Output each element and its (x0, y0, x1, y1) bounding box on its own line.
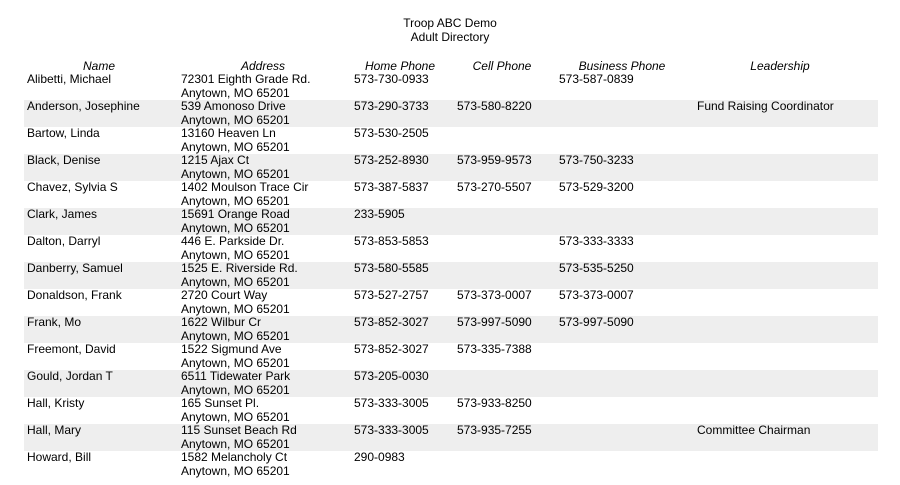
member-address (181, 451, 290, 478)
business-phone: 573-535-5250 (559, 261, 634, 275)
address-street: 72301 Eighth Grade Rd. (181, 72, 311, 86)
member-name: Anderson, Josephine (27, 99, 140, 113)
address-city: Anytown, MO 65201 (181, 436, 290, 451)
home-phone: 573-290-3733 (354, 99, 429, 113)
address-street: 115 Sunset Beach Rd (181, 423, 297, 437)
member-address (181, 181, 308, 208)
member-name: Gould, Jordan T (27, 369, 113, 383)
table-row (24, 208, 878, 235)
member-name: Chavez, Sylvia S (27, 180, 118, 194)
table-row (24, 424, 878, 451)
home-phone: 573-387-5837 (354, 180, 429, 194)
table-row (24, 397, 878, 424)
member-address (181, 208, 290, 235)
address-city: Anytown, MO 65201 (181, 166, 290, 181)
cell-phone: 573-935-7255 (457, 423, 532, 437)
header-leadership: Leadership (750, 59, 810, 73)
member-name: Donaldson, Frank (27, 288, 122, 302)
home-phone: 573-252-8930 (354, 153, 429, 167)
member-name: Freemont, David (27, 342, 116, 356)
home-phone: 573-333-3005 (354, 396, 429, 410)
member-name: Howard, Bill (27, 450, 92, 464)
table-row (24, 370, 878, 397)
leadership-role: Committee Chairman (697, 423, 811, 437)
address-street: 539 Amonoso Drive (181, 99, 286, 113)
member-name: Danberry, Samuel (27, 261, 123, 275)
business-phone: 573-997-5090 (559, 315, 634, 329)
address-city: Anytown, MO 65201 (181, 247, 290, 262)
member-address (181, 289, 290, 316)
directory-table (24, 73, 878, 478)
address-street: 1215 Ajax Ct (181, 153, 250, 167)
cell-phone: 573-580-8220 (457, 99, 532, 113)
report-subtitle: Adult Directory (410, 30, 490, 44)
member-address (181, 73, 310, 100)
address-street: 13160 Heaven Ln (181, 126, 276, 140)
home-phone: 573-580-5585 (354, 261, 429, 275)
home-phone: 573-852-3027 (354, 315, 429, 329)
home-phone: 573-530-2505 (354, 126, 429, 140)
member-name: Hall, Kristy (27, 396, 85, 410)
member-address (181, 262, 298, 289)
home-phone: 573-205-0030 (354, 369, 429, 383)
member-address (181, 127, 290, 154)
cell-phone: 573-933-8250 (457, 396, 532, 410)
address-street: 1622 Wilbur Cr (181, 315, 262, 329)
table-row (24, 262, 878, 289)
business-phone: 573-750-3233 (559, 153, 634, 167)
address-city: Anytown, MO 65201 (181, 139, 290, 154)
home-phone: 573-852-3027 (354, 342, 429, 356)
header-name: Name (82, 59, 115, 73)
member-address (181, 343, 290, 370)
address-street: 1522 Sigmund Ave (181, 342, 282, 356)
header-address: Address (240, 59, 286, 73)
business-phone: 573-373-0007 (559, 288, 634, 302)
table-row (24, 451, 878, 478)
cell-phone: 573-270-5507 (457, 180, 532, 194)
member-address (181, 235, 290, 262)
member-name: Dalton, Darryl (27, 234, 101, 248)
address-street: 1525 E. Riverside Rd. (181, 261, 298, 275)
business-phone: 573-529-3200 (559, 180, 634, 194)
table-row (24, 316, 878, 343)
home-phone: 573-730-0933 (354, 72, 429, 86)
address-city: Anytown, MO 65201 (181, 382, 290, 397)
header-business-phone: Business Phone (578, 59, 666, 73)
home-phone: 233-5905 (354, 207, 405, 221)
address-city: Anytown, MO 65201 (181, 274, 290, 289)
address-city: Anytown, MO 65201 (181, 328, 290, 343)
cell-phone: 573-959-9573 (457, 153, 532, 167)
business-phone: 573-587-0839 (559, 72, 634, 86)
address-street: 15691 Orange Road (181, 207, 290, 221)
address-city: Anytown, MO 65201 (181, 301, 290, 316)
address-street: 165 Sunset Pl. (181, 396, 260, 410)
business-phone: 573-333-3333 (559, 234, 634, 248)
member-name: Alibetti, Michael (27, 72, 112, 86)
address-city: Anytown, MO 65201 (181, 463, 290, 478)
member-name: Clark, James (27, 207, 98, 221)
leadership-role: Fund Raising Coordinator (697, 99, 834, 113)
home-phone: 573-853-5853 (354, 234, 429, 248)
address-city: Anytown, MO 65201 (181, 193, 290, 208)
member-name: Frank, Mo (27, 315, 82, 329)
member-address (181, 100, 290, 127)
address-city: Anytown, MO 65201 (181, 355, 290, 370)
address-street: 6511 Tidewater Park (181, 369, 291, 383)
address-city: Anytown, MO 65201 (181, 112, 290, 127)
member-name: Hall, Mary (27, 423, 82, 437)
member-address (181, 154, 290, 181)
cell-phone: 573-997-5090 (457, 315, 532, 329)
address-street: 2720 Court Way (181, 288, 268, 302)
table-row (24, 235, 878, 262)
address-city: Anytown, MO 65201 (181, 85, 290, 100)
member-address (181, 397, 290, 424)
home-phone: 290-0983 (354, 450, 405, 464)
cell-phone: 573-373-0007 (457, 288, 532, 302)
table-row (24, 100, 878, 127)
header-cell-phone: Cell Phone (472, 59, 532, 73)
member-address (181, 424, 297, 451)
home-phone: 573-527-2757 (354, 288, 429, 302)
table-row (24, 73, 878, 100)
address-street: 1582 Melancholy Ct (181, 450, 288, 464)
member-address (181, 316, 290, 343)
table-row (24, 343, 878, 370)
address-city: Anytown, MO 65201 (181, 220, 290, 235)
header-home-phone: Home Phone (364, 59, 436, 73)
member-address (181, 370, 290, 397)
address-street: 446 E. Parkside Dr. (181, 234, 285, 248)
cell-phone: 573-335-7388 (457, 342, 532, 356)
address-street: 1402 Moulson Trace Cir (181, 180, 309, 194)
table-row (24, 154, 878, 181)
table-row (24, 289, 878, 316)
home-phone: 573-333-3005 (354, 423, 429, 437)
table-row (24, 127, 878, 154)
address-city: Anytown, MO 65201 (181, 409, 290, 424)
member-name: Black, Denise (27, 153, 101, 167)
report-title: Troop ABC Demo (403, 16, 497, 30)
table-row (24, 181, 878, 208)
member-name: Bartow, Linda (27, 126, 100, 140)
